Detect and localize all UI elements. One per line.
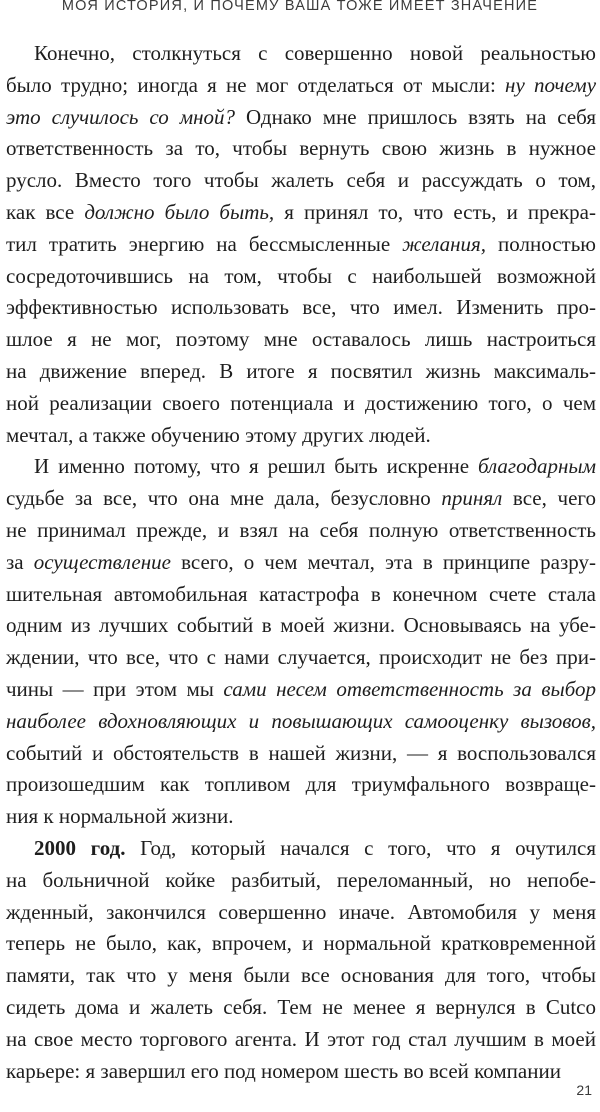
italic-run: осуществление xyxy=(33,549,171,574)
text-line xyxy=(6,356,596,388)
text-line xyxy=(6,865,596,897)
italic-run: должно было быть, xyxy=(84,199,275,224)
text-line xyxy=(6,706,596,738)
italic-run: это случилось со мной? xyxy=(6,104,236,129)
text-run: эффективностью использовать все, что имел. Изменить про- xyxy=(6,295,596,320)
paragraph xyxy=(6,833,596,1087)
text-run: всего, о чем мечтал, эта в принципе разру- xyxy=(170,549,596,574)
text-line xyxy=(6,483,596,515)
text-run: произошедшим как топливом для триумфального возвраще- xyxy=(6,772,596,797)
text-line xyxy=(6,928,596,960)
text-line xyxy=(6,960,596,992)
body-text xyxy=(6,38,596,1087)
text-line xyxy=(6,1024,596,1056)
running-head: МОЯ ИСТОРИЯ, И ПОЧЕМУ ВАША ТОЖЕ ИМЕЕТ ЗНАЧЕНИЕ xyxy=(61,0,539,14)
text-line xyxy=(6,992,596,1024)
text-run: И именно потому, что я решил быть искренне xyxy=(34,454,478,479)
text-line xyxy=(6,261,596,293)
text-line xyxy=(6,165,596,197)
text-run: на свое место торгового агента. И этот год стал лучшим в моей xyxy=(6,1026,596,1051)
text-run: судьбе за все, что она мне дала, безусловно xyxy=(6,486,442,511)
text-run: карьере: я завершил его под номером шесть во всей компании xyxy=(6,1058,561,1083)
italic-run: благодарным xyxy=(477,454,596,479)
text-line xyxy=(6,1056,596,1088)
text-run: одним из лучших событий в моей жизни. Основываясь на убе- xyxy=(6,613,596,638)
text-line xyxy=(6,70,596,102)
text-line xyxy=(6,102,596,134)
paragraph xyxy=(6,451,596,833)
text-line xyxy=(6,579,596,611)
text-run: как все xyxy=(6,199,85,224)
text-line xyxy=(6,229,596,261)
italic-run: наиболее вдохновляющих и повышающих самооценку вызовов, xyxy=(6,708,596,733)
text-run: Однако мне пришлось взять на себя xyxy=(235,104,596,129)
italic-run: желания, xyxy=(402,231,487,256)
text-line xyxy=(6,133,596,165)
text-line xyxy=(6,547,596,579)
text-run: ной реализации своего потенциала и достижению того, о чем xyxy=(6,390,596,415)
text-run: не принимал прежде, и взял на себя полную ответственность xyxy=(6,517,596,542)
text-run: за xyxy=(6,549,34,574)
text-run: Конечно, столкнуться с совершенно новой реальностью xyxy=(34,41,596,65)
text-run: русло. Вместо того чтобы жалеть себя и рассуждать о том, xyxy=(6,168,596,193)
text-run: памяти, так что у меня были все основания для того, чтобы xyxy=(6,963,596,988)
text-run: теперь не было, как, впрочем, и нормальной кратковременной xyxy=(6,931,596,956)
text-line xyxy=(6,324,596,356)
text-run: тил тратить энергию на бессмысленные xyxy=(6,231,403,256)
text-run: шительная автомобильная катастрофа в конечном счете стала xyxy=(6,581,596,606)
italic-run: принял xyxy=(441,486,503,511)
text-run: на движение вперед. В итоге я посвятил жизнь максималь- xyxy=(6,358,596,383)
bold-run: 2000 год. xyxy=(34,835,126,860)
text-line xyxy=(6,515,596,547)
text-run: шлое я не мог, поэтому мне оставалось лишь настроиться xyxy=(6,327,596,352)
italic-run: ну почему xyxy=(505,72,597,97)
text-run: ждении, что все, что с нами случается, происходит не без при- xyxy=(6,645,596,670)
page-number: 21 xyxy=(576,1082,592,1098)
text-line xyxy=(6,738,596,770)
text-line xyxy=(6,801,596,833)
paragraph xyxy=(6,38,596,451)
text-run: мечтал, а также обучению этому других людей. xyxy=(6,422,431,447)
text-run: событий и обстоятельств в нашей жизни, — я воспользовался xyxy=(6,740,596,765)
text-run: полностью xyxy=(486,231,596,256)
text-run: сосредоточившись на том, чтобы с наибольшей возможной xyxy=(6,263,596,288)
text-run: ния к нормальной жизни. xyxy=(6,804,234,829)
italic-run: сами несем ответственность за выбор xyxy=(223,676,596,701)
text-line xyxy=(6,897,596,929)
text-line xyxy=(6,38,596,70)
text-line xyxy=(6,292,596,324)
text-line xyxy=(6,197,596,229)
text-run: жденный, закончился совершенно иначе. Автомобиля у меня xyxy=(6,899,596,924)
text-run: было трудно; иногда я не мог отделаться от мысли: xyxy=(6,72,506,97)
text-line xyxy=(6,610,596,642)
text-line xyxy=(6,388,596,420)
text-run: ответственность за то, чтобы вернуть свою жизнь в нужное xyxy=(6,136,596,161)
text-line xyxy=(6,451,596,483)
text-line xyxy=(6,642,596,674)
text-run: Год, который начался с того, что я очутился xyxy=(125,835,596,860)
text-line xyxy=(6,674,596,706)
text-line xyxy=(6,769,596,801)
text-run: на больничной койке разбитый, переломанный, но непобе- xyxy=(6,867,596,892)
text-run: сидеть дома и жалеть себя. Тем не менее я вернулся в Cutco xyxy=(6,994,596,1019)
text-line xyxy=(6,420,596,452)
text-line xyxy=(6,833,596,865)
text-run: чины — при этом мы xyxy=(6,676,224,701)
text-run: все, чего xyxy=(502,486,596,511)
text-run: я принял то, что есть, и прекра- xyxy=(274,199,597,224)
